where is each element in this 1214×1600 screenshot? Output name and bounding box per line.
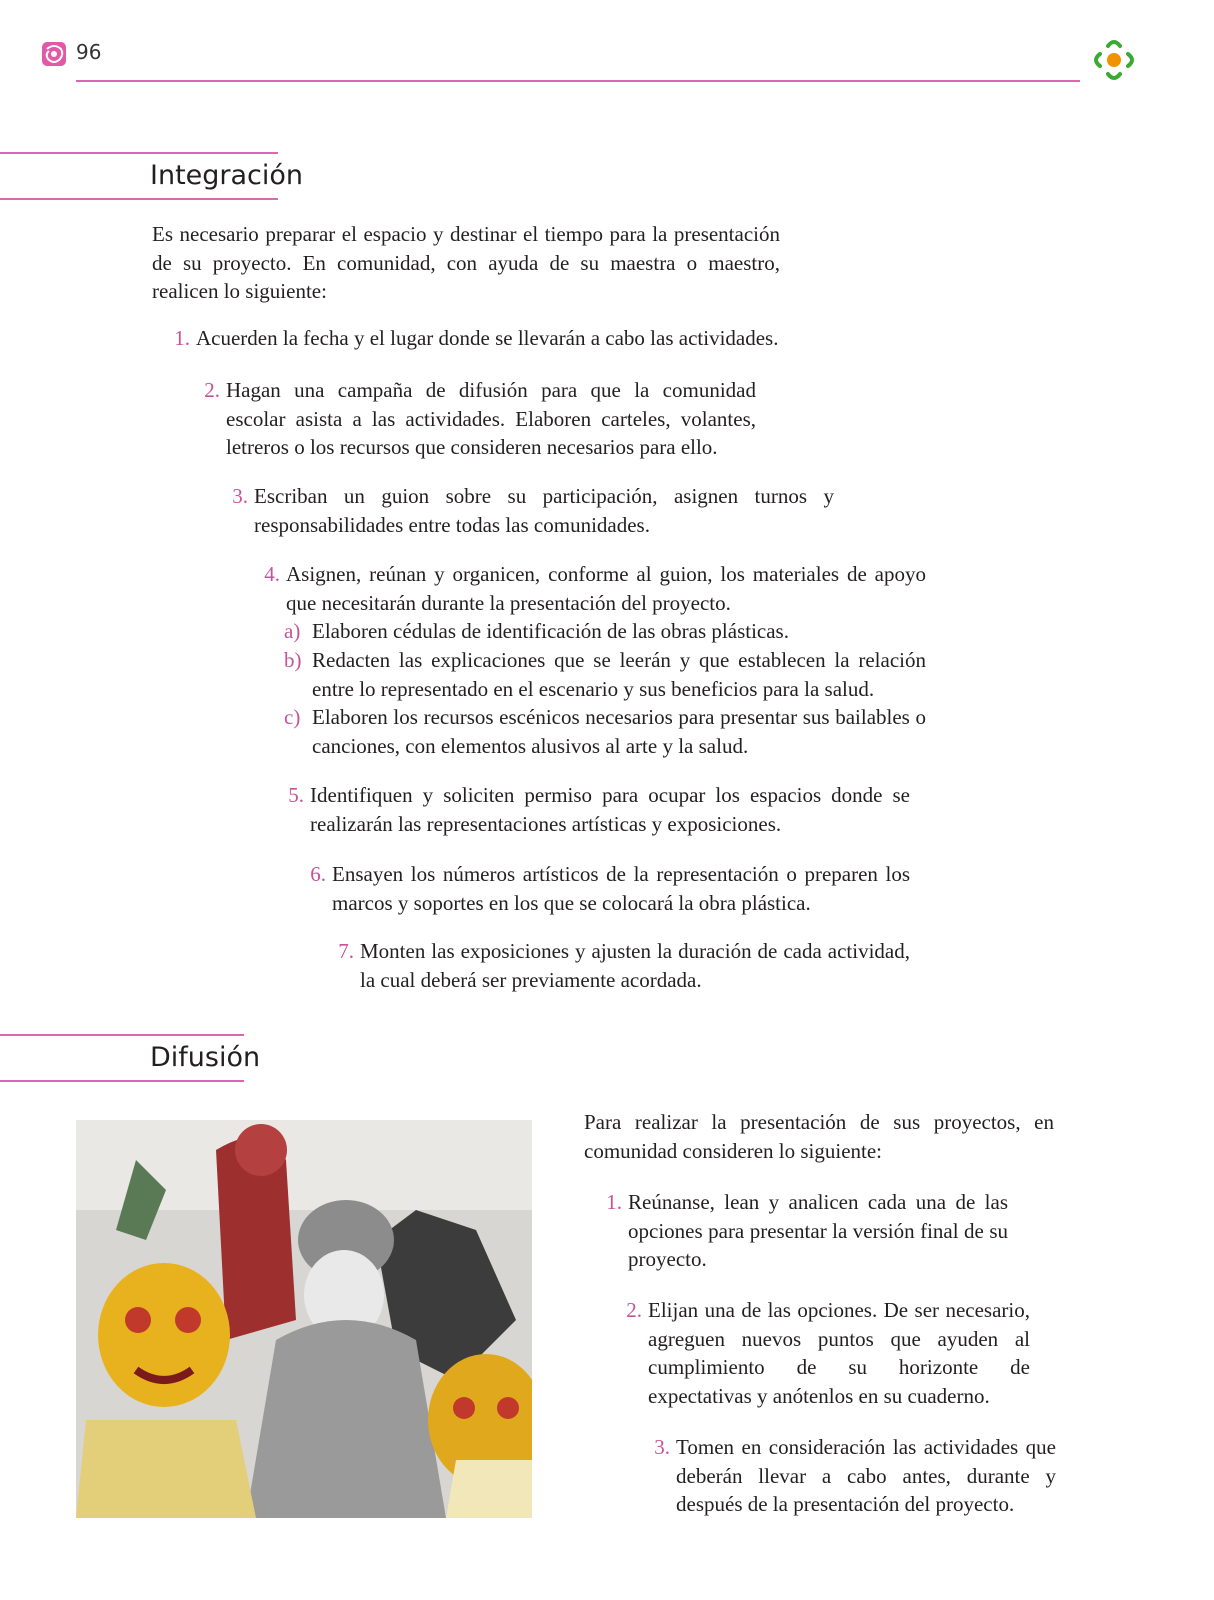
sub-list-item: a) Elaboren cédulas de identificación de las obras plásticas. bbox=[284, 619, 789, 643]
sub-list-item: c) Elaboren los recursos escénicos necesarios para presentar sus bailables o canciones, con elementos alusivos al arte y la salud. bbox=[284, 705, 926, 758]
list-item: 3. Escriban un guion sobre su participación, asignen turnos y responsabilidades entre todas las comunidades. bbox=[232, 484, 834, 537]
sub-list-item: b) Redacten las explicaciones que se leerán y que establecen la relación entre lo representado en el escenario y sus beneficios para la salud. bbox=[284, 648, 926, 701]
flower-logo-icon bbox=[1086, 32, 1142, 88]
list-item: 1. Acuerden la fecha y el lugar donde se llevarán a cabo las actividades. bbox=[174, 326, 779, 350]
list-item: 5. Identifiquen y soliciten permiso para ocupar los espacios donde se realizarán las representaciones artísticas y exposiciones. bbox=[288, 783, 910, 836]
list-item: 2. Hagan una campaña de difusión para que la comunidad escolar asista a las actividades. Elaboren carteles, volantes, letreros o los recursos que consideren necesarios para ello. bbox=[204, 378, 756, 459]
difusion-intro: Para realizar la presentación de sus proyectos, en comunidad consideren lo siguiente: bbox=[584, 1110, 1054, 1163]
page-number: 96 bbox=[76, 40, 102, 64]
festival-masks-photo bbox=[76, 1120, 532, 1518]
section-title-integracion: Integración bbox=[0, 152, 278, 200]
list-item: 3. Tomen en consideración las actividades que deberán llevar a cabo antes, durante y después de la presentación del proyecto. bbox=[654, 1435, 1056, 1516]
list-item: 2. Elijan una de las opciones. De ser necesario, agreguen nuevos puntos que ayuden al cumplimiento de su horizonte de expectativas y anótenlos en su cuaderno. bbox=[626, 1298, 1030, 1408]
list-item: 7. Monten las exposiciones y ajusten la duración de cada actividad, la cual deberá ser previamente acordada. bbox=[338, 939, 910, 992]
integracion-intro: Es necesario preparar el espacio y destinar el tiempo para la presentación de su proyecto. En comunidad, con ayuda de su maestra o maestro, realicen lo siguiente: bbox=[152, 222, 780, 303]
list-item: 4. Asignen, reúnan y organicen, conforme al guion, los materiales de apoyo que necesitarán durante la presentación del proyecto. bbox=[264, 562, 926, 615]
list-item: 1. Reúnanse, lean y analicen cada una de las opciones para presentar la versión final de su proyecto. bbox=[606, 1190, 1008, 1271]
decorative-glyph-icon bbox=[40, 40, 68, 68]
header-rule bbox=[76, 80, 1080, 82]
section-title-difusion: Difusión bbox=[0, 1034, 244, 1082]
list-item: 6. Ensayen los números artísticos de la representación o preparen los marcos y soportes en los que se colocará la obra plástica. bbox=[310, 862, 910, 915]
